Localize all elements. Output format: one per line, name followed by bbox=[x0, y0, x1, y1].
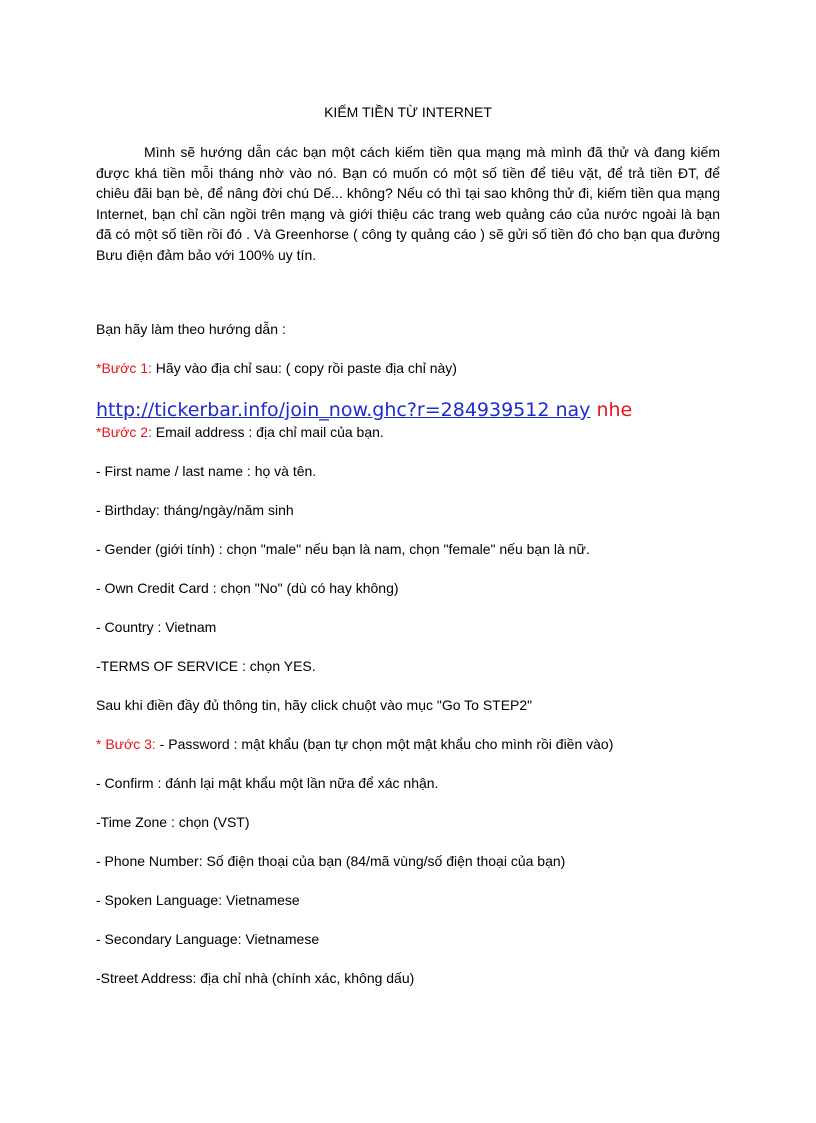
step2-label: *Bước 2: bbox=[96, 424, 152, 440]
step1-text: Hãy vào địa chỉ sau: ( copy rồi paste địa chỉ này) bbox=[151, 360, 457, 376]
step3-item: - Confirm : đánh lại mật khẩu một lần nữa để xác nhận. bbox=[96, 775, 439, 791]
step2-item: -TERMS OF SERVICE : chọn YES. bbox=[96, 658, 316, 674]
step3-item: - Spoken Language: Vietnamese bbox=[96, 892, 300, 908]
step2-text: Email address : địa chỉ mail của bạn. bbox=[151, 424, 384, 440]
intro-paragraph bbox=[96, 142, 720, 265]
step3-item: - Phone Number: Số điện thoại của bạn (84/mã vùng/số điện thoại của bạn) bbox=[96, 853, 566, 869]
step1-line bbox=[96, 359, 457, 377]
step2-item: - Birthday: tháng/ngày/năm sinh bbox=[96, 502, 294, 518]
step1-label: *Bước 1: bbox=[96, 360, 152, 376]
guide-intro: Bạn hãy làm theo hướng dẫn : bbox=[96, 321, 286, 337]
link-suffix: nhe bbox=[590, 399, 633, 421]
document-title: KIẾM TIỀN TỪ INTERNET bbox=[324, 104, 492, 120]
intro-text: Mình sẽ hướng dẫn các bạn một cách kiếm tiền qua mạng mà mình đã thử và đang kiếm được khá tiền mỗi tháng nhờ vào nó. Bạn có muốn có một số tiền để tiêu vặt, để trả tiền ĐT, để chiêu đãi bạn bè, để nâng đời chú Dế... không? Nếu có thì tại sao không thử đi, kiếm tiền qua mạng Internet, bạn chỉ cần ngồi trên mạng và giới thiệu các trang web quảng cáo của nước ngoài là bạn đã có một số tiền rồi đó . Và Greenhorse ( công ty quảng cáo ) sẽ gửi số tiền đó cho bạn qua đường Bưu điện đảm bảo với 100% uy tín. bbox=[96, 144, 720, 263]
step2-item: - Own Credit Card : chọn "No" (dù có hay không) bbox=[96, 580, 399, 596]
step3-text: - Password : mật khẩu (bạn tự chọn một mật khẩu cho mình rồi điền vào) bbox=[155, 736, 614, 752]
step3-item: -Street Address: địa chỉ nhà (chính xác, không dấu) bbox=[96, 970, 415, 986]
step3-item: - Secondary Language: Vietnamese bbox=[96, 931, 320, 947]
step3-line bbox=[96, 735, 613, 753]
step2-line bbox=[96, 423, 384, 441]
step2-item: Sau khi điền đầy đủ thông tin, hãy click chuột vào mục "Go To STEP2" bbox=[96, 697, 533, 713]
step2-item: - Gender (giới tính) : chọn "male" nếu bạn là nam, chọn "female" nếu bạn là nữ. bbox=[96, 541, 590, 557]
link-line bbox=[96, 399, 632, 421]
step2-item: - First name / last name : họ và tên. bbox=[96, 463, 317, 479]
step3-label: * Bước 3: bbox=[96, 736, 156, 752]
step2-item: - Country : Vietnam bbox=[96, 619, 217, 635]
step3-item: -Time Zone : chọn (VST) bbox=[96, 814, 250, 830]
signup-link[interactable]: http://tickerbar.info/join_now.ghc?r=284939512 nay bbox=[96, 399, 591, 421]
